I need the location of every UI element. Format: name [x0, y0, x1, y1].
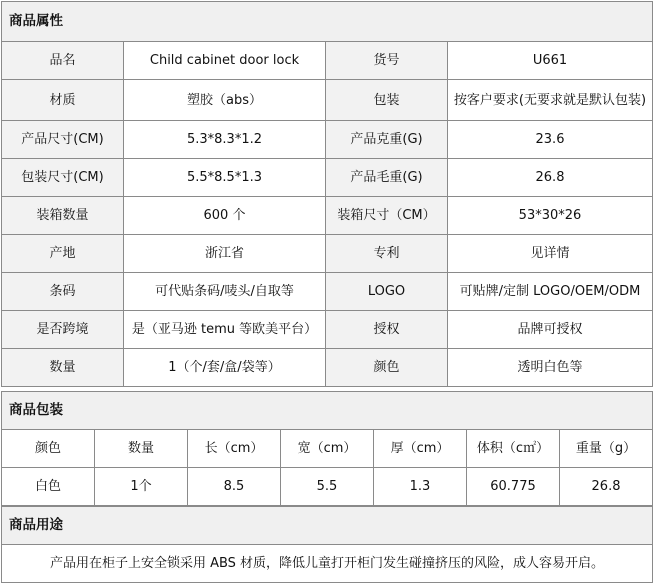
attr-value: U661	[448, 42, 653, 80]
attr-value: 53*30*26	[448, 197, 653, 235]
column-header: 重量（g）	[560, 430, 653, 468]
table-cell: 白色	[2, 468, 95, 506]
table-cell: 5.5	[281, 468, 374, 506]
packaging-table	[1, 391, 653, 506]
attr-label: 装箱尺寸（CM）	[326, 197, 448, 235]
usage-table	[1, 506, 653, 583]
attr-value: 塑胶（abs）	[124, 80, 326, 121]
table-row	[2, 273, 653, 311]
usage-section-title: 商品用途	[2, 507, 653, 545]
table-cell: 1.3	[374, 468, 467, 506]
attr-value: Child cabinet door lock	[124, 42, 326, 80]
table-row	[2, 235, 653, 273]
table-cell: 60.775	[467, 468, 560, 506]
column-header: 长（cm）	[188, 430, 281, 468]
attr-value: 品牌可授权	[448, 311, 653, 349]
usage-description: 产品用在柜子上安全锁采用 ABS 材质，降低儿童打开柜门发生碰撞挤压的风险，成人容易开启。	[2, 545, 653, 583]
column-header: 体积（c㎡）	[467, 430, 560, 468]
attr-label: 专利	[326, 235, 448, 273]
attr-label: 包装尺寸(CM)	[2, 159, 124, 197]
attr-label: 产品毛重(G)	[326, 159, 448, 197]
attr-label: LOGO	[326, 273, 448, 311]
attr-value: 按客户要求(无要求就是默认包装)	[448, 80, 653, 121]
attr-label: 数量	[2, 349, 124, 387]
attr-label: 条码	[2, 273, 124, 311]
attr-label: 材质	[2, 80, 124, 121]
table-cell: 1个	[95, 468, 188, 506]
table-header-row	[2, 430, 653, 468]
table-row	[2, 121, 653, 159]
attr-value: 26.8	[448, 159, 653, 197]
table-cell: 26.8	[560, 468, 653, 506]
packaging-section-title: 商品包装	[2, 392, 653, 430]
table-row	[2, 197, 653, 235]
column-header: 宽（cm）	[281, 430, 374, 468]
attr-value: 是（亚马逊 temu 等欧美平台）	[124, 311, 326, 349]
table-row	[2, 159, 653, 197]
table-row	[2, 80, 653, 121]
table-row	[2, 311, 653, 349]
attr-label: 授权	[326, 311, 448, 349]
attr-value: 浙江省	[124, 235, 326, 273]
attr-label: 是否跨境	[2, 311, 124, 349]
attr-label: 颜色	[326, 349, 448, 387]
attr-value: 23.6	[448, 121, 653, 159]
attr-value: 可贴牌/定制 LOGO/OEM/ODM	[448, 273, 653, 311]
attr-label: 品名	[2, 42, 124, 80]
column-header: 厚（cm）	[374, 430, 467, 468]
attr-label: 产品尺寸(CM)	[2, 121, 124, 159]
attr-value: 1（个/套/盒/袋等）	[124, 349, 326, 387]
table-row	[2, 42, 653, 80]
attr-value: 可代贴条码/唛头/自取等	[124, 273, 326, 311]
column-header: 数量	[95, 430, 188, 468]
attr-value: 5.3*8.3*1.2	[124, 121, 326, 159]
column-header: 颜色	[2, 430, 95, 468]
table-row	[2, 349, 653, 387]
attr-value: 透明白色等	[448, 349, 653, 387]
attr-value: 见详情	[448, 235, 653, 273]
attr-label: 装箱数量	[2, 197, 124, 235]
table-cell: 8.5	[188, 468, 281, 506]
attr-value: 5.5*8.5*1.3	[124, 159, 326, 197]
attributes-section-title: 商品属性	[2, 2, 653, 42]
attr-label: 产品克重(G)	[326, 121, 448, 159]
attr-value: 600 个	[124, 197, 326, 235]
attr-label: 产地	[2, 235, 124, 273]
attr-label: 货号	[326, 42, 448, 80]
table-row	[2, 468, 653, 506]
attributes-table	[1, 1, 653, 387]
attr-label: 包装	[326, 80, 448, 121]
